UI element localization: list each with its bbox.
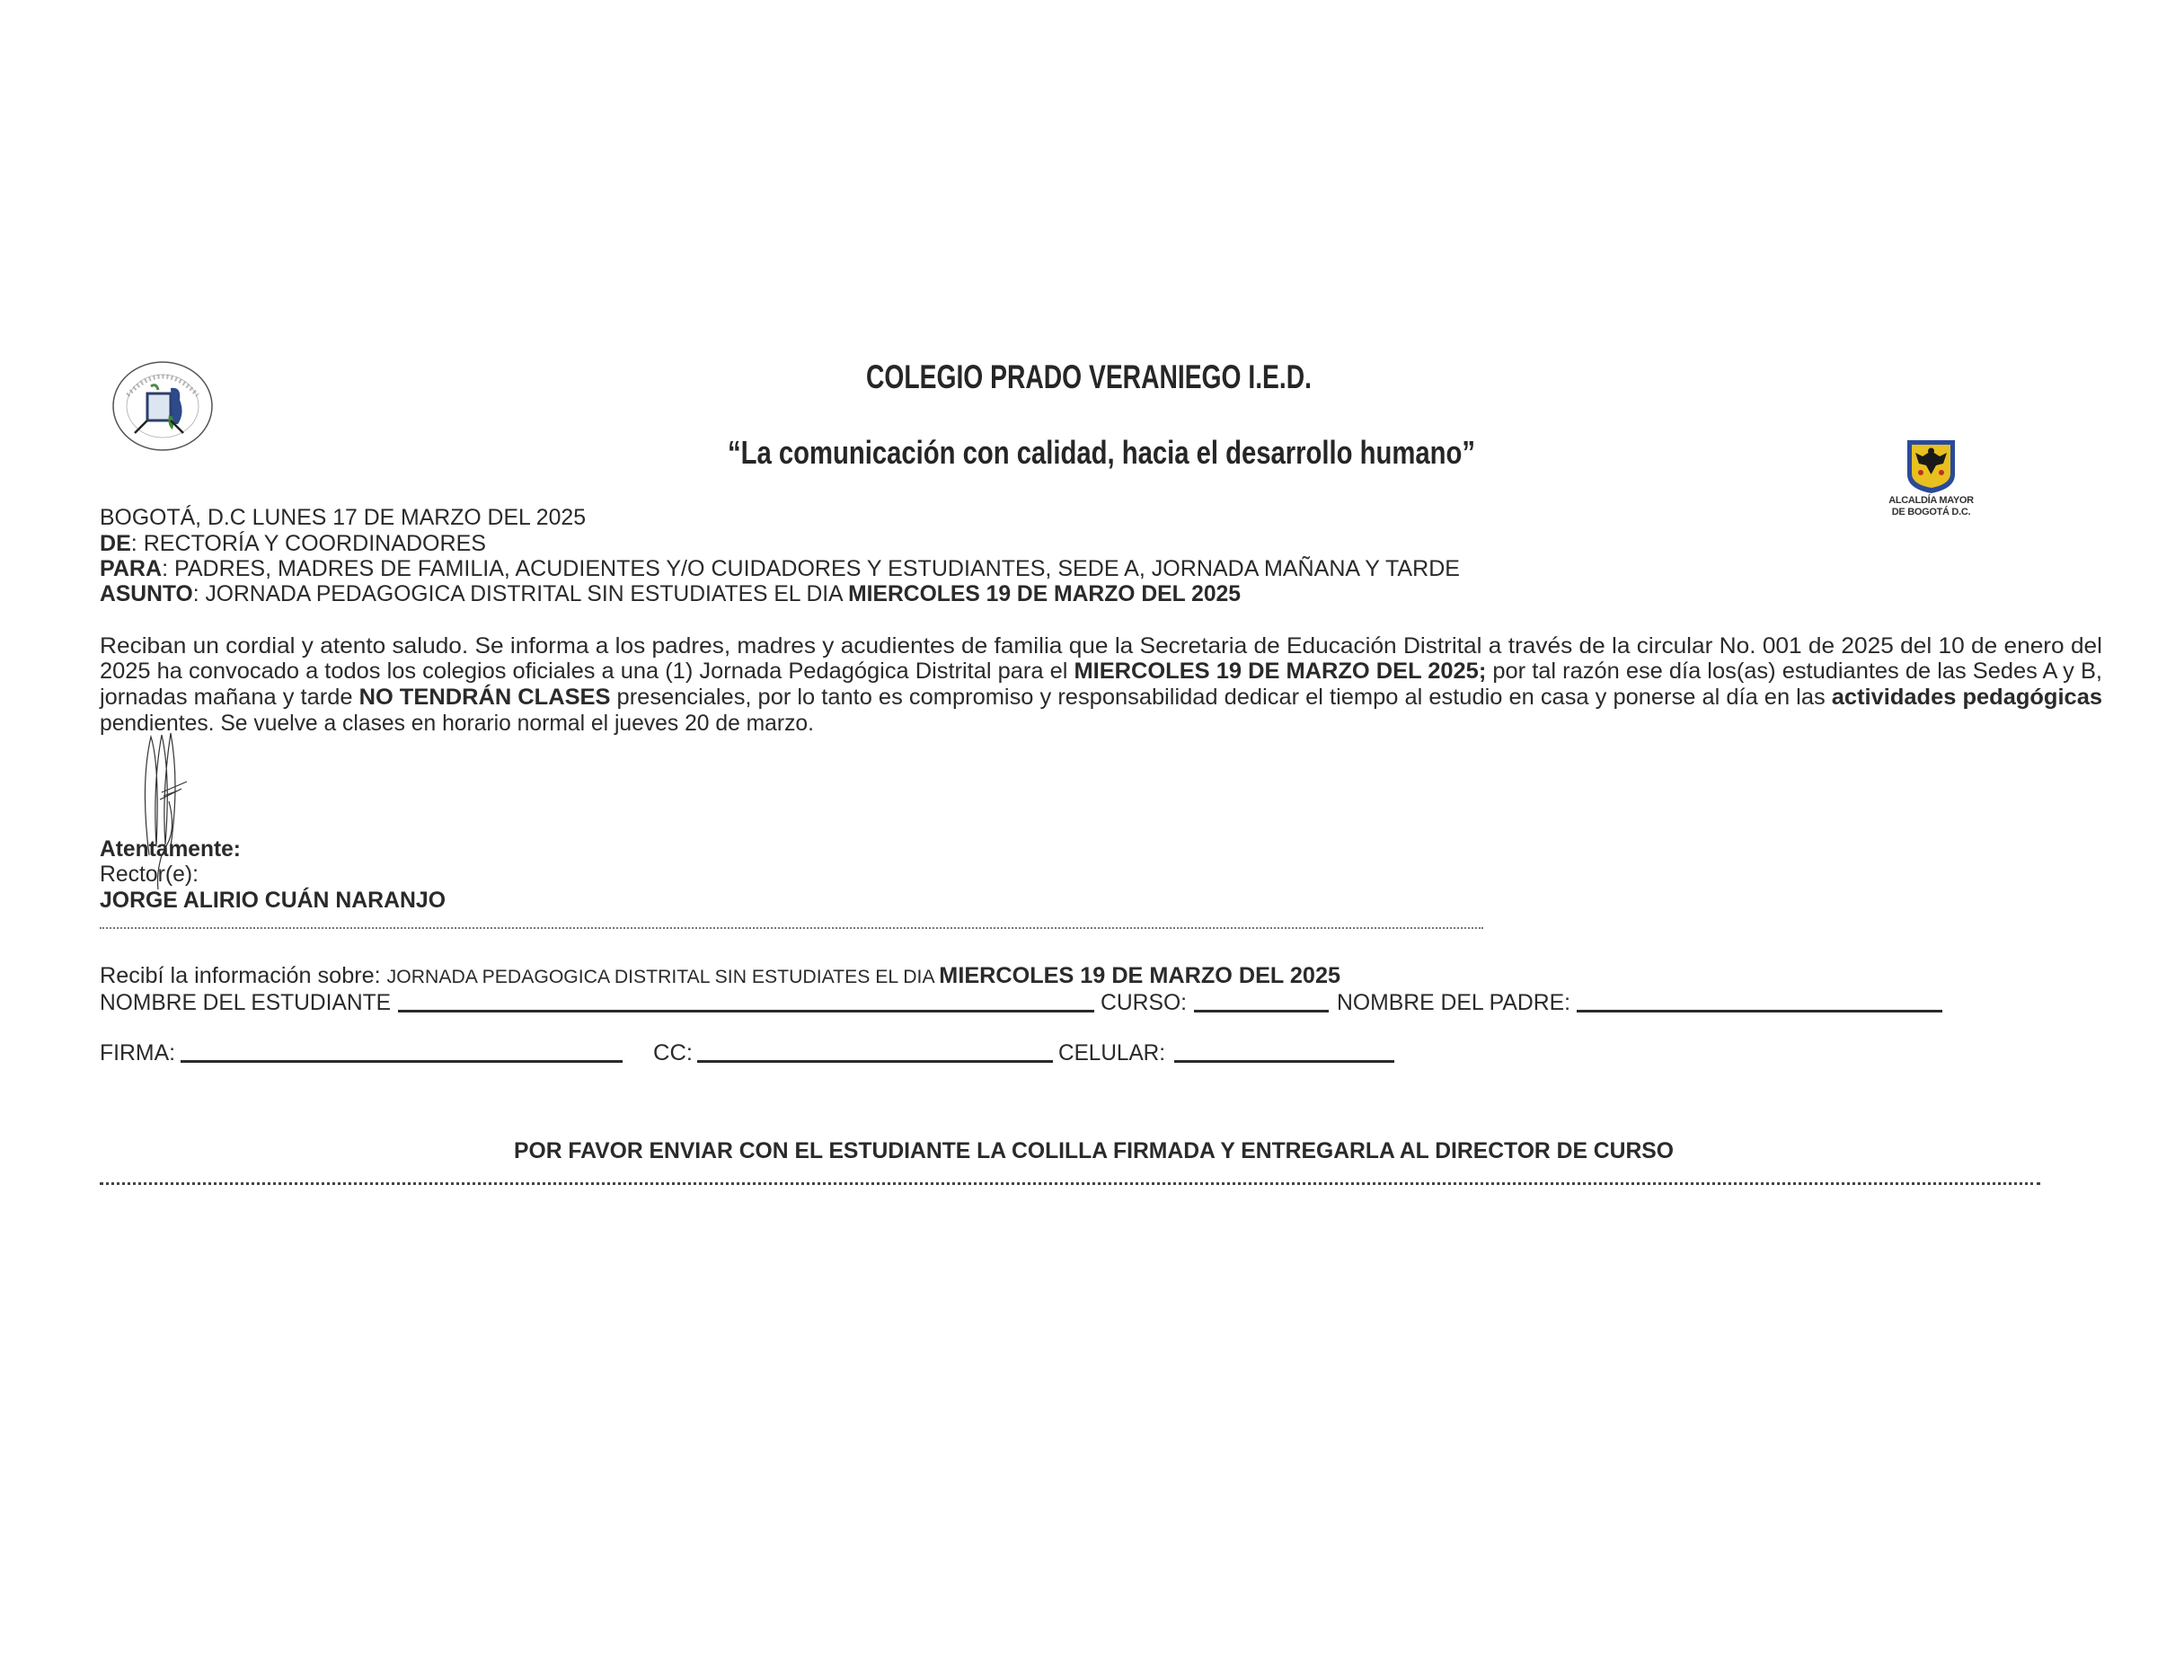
id-label: CC: xyxy=(653,1040,693,1065)
school-crest-icon xyxy=(110,359,216,453)
id-field[interactable] xyxy=(697,1060,1053,1063)
phone-label: CELULAR: xyxy=(1058,1040,1165,1065)
course-label: CURSO: xyxy=(1101,990,1187,1015)
government-logo-line2: DE BOGOTÁ D.C. xyxy=(1891,507,1971,517)
body-line-4: pendientes. Se vuelve a clases en horario normal el jueves 20 de marzo. xyxy=(100,711,814,736)
from-label: DE xyxy=(100,531,131,556)
return-instruction: POR FAVOR ENVIAR CON EL ESTUDIANTE LA COLILLA FIRMADA Y ENTREGARLA AL DIRECTOR DE CURSO xyxy=(514,1138,1674,1163)
subject-value: : JORNADA PEDAGOGICA DISTRITAL SIN ESTUDIATES EL DIA xyxy=(192,581,849,606)
parent-name-field[interactable] xyxy=(1577,1010,1942,1012)
from-value: : RECTORÍA Y COORDINADORES xyxy=(130,531,486,556)
receipt-acknowledgement xyxy=(100,965,1340,987)
signature-field[interactable] xyxy=(181,1060,623,1063)
body-bold-activities: actividades pedagógicas xyxy=(1831,685,2102,710)
government-logo-line1: ALCALDÍA MAYOR xyxy=(1888,495,1974,506)
body-line-3 xyxy=(100,686,2102,709)
student-name-label: NOMBRE DEL ESTUDIANTE xyxy=(100,990,391,1015)
subject-label: ASUNTO xyxy=(100,581,193,606)
school-name-title: COLEGIO PRADO VERANIEGO I.E.D. xyxy=(866,358,1312,395)
body-text: por tal razón ese día los(as) estudiantes de las Sedes A y B, xyxy=(1486,659,2102,684)
bogota-coat-of-arms-icon xyxy=(1879,438,1983,494)
bottom-cut-line xyxy=(100,1182,2040,1185)
body-text: 2025 ha convocado a todos los colegios oficiales a una (1) Jornada Pedagógica Distrital para el xyxy=(100,659,1074,684)
body-text: presenciales, por lo tanto es compromiso y responsabilidad dedicar el tiempo al estudio en casa y ponerse al día en las xyxy=(610,685,1832,710)
course-field[interactable] xyxy=(1194,1010,1329,1012)
body-text: jornadas mañana y tarde xyxy=(100,685,359,710)
receipt-subject: JORNADA PEDAGOGICA DISTRITAL SIN ESTUDIATES EL DIA xyxy=(386,967,940,987)
body-line-2 xyxy=(100,660,2102,683)
student-name-field[interactable] xyxy=(398,1010,1094,1012)
parent-name-label: NOMBRE DEL PADRE: xyxy=(1337,990,1570,1015)
from-line xyxy=(100,533,486,555)
cut-line-separator xyxy=(100,927,1483,929)
to-value: : PADRES, MADRES DE FAMILIA, ACUDIENTES Y/O CUIDADORES Y ESTUDIANTES, SEDE A, JORNADA MAÑANA Y TARDE xyxy=(162,556,1461,581)
receipt-date: MIERCOLES 19 DE MARZO DEL 2025 xyxy=(939,963,1340,988)
body-line-1: Reciban un cordial y atento saludo. Se informa a los padres, madres y acudientes de familia que la Secretaria de Educación Distrital a través de la circular No. 001 de 2025 del 10 de enero del xyxy=(100,633,2102,659)
subject-line xyxy=(100,583,1241,606)
school-motto: “La comunicación con calidad, hacia el desarrollo humano” xyxy=(728,434,1475,471)
signer-role: Rector(e): xyxy=(100,862,199,887)
body-bold-no-classes: NO TENDRÁN CLASES xyxy=(358,685,611,710)
signer-name: JORGE ALIRIO CUÁN NARANJO xyxy=(100,888,446,913)
phone-field[interactable] xyxy=(1174,1060,1394,1063)
closing-text: Atentamente: xyxy=(100,836,241,862)
signature-label: FIRMA: xyxy=(100,1040,175,1065)
body-bold-date: MIERCOLES 19 DE MARZO DEL 2025; xyxy=(1074,659,1487,684)
to-label: PARA xyxy=(100,556,163,581)
subject-date: MIERCOLES 19 DE MARZO DEL 2025 xyxy=(848,581,1241,606)
to-line xyxy=(100,558,1460,580)
school-logo xyxy=(110,359,216,453)
receipt-prefix: Recibí la información sobre: xyxy=(100,963,387,988)
date-line: BOGOTÁ, D.C LUNES 17 DE MARZO DEL 2025 xyxy=(100,505,586,530)
government-logo xyxy=(1879,438,1983,521)
